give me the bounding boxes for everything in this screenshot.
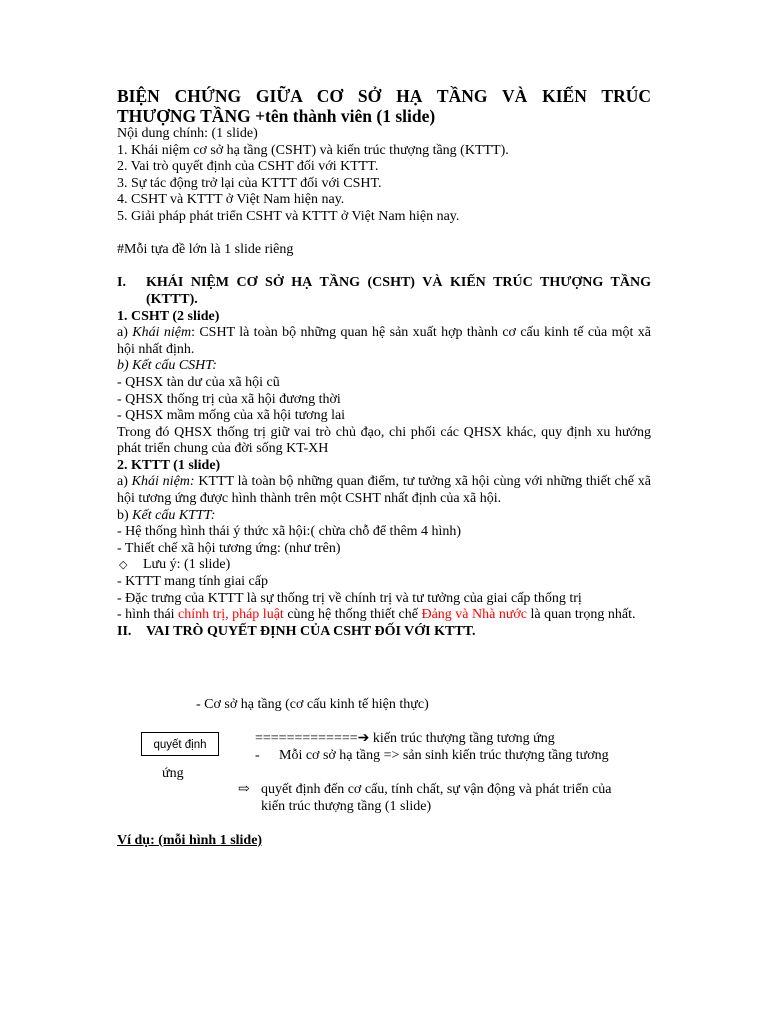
- note-item-last: - hình thái chính trị, pháp luật cùng hệ thống thiết chế Đảng và Nhà nước là quan trọng nhất.: [117, 607, 636, 623]
- csht-dash-item: - Cơ sở hạ tầng (cơ cấu kinh tế hiện thực): [196, 697, 429, 712]
- kttt-structure-label: b) Kết cấu KTTT:: [117, 507, 216, 523]
- section-2-heading: [117, 624, 651, 641]
- kttt-item: - Hệ thống hình thái ý thức xã hội:( chừa chỗ để thêm 4 hình): [117, 524, 462, 540]
- kttt-heading: 2. KTTT (1 slide): [117, 457, 221, 473]
- csht-note: Trong đó QHSX thống trị giữ vai trò chủ đạo, chi phối các QHSX khác, quy định xu hướng phát triển chung của đời sống KT-XH: [117, 424, 651, 457]
- csht-heading: 1. CSHT (2 slide): [117, 308, 220, 324]
- intro-heading: Nội dung chính: (1 slide): [117, 126, 258, 141]
- arrow-line: =============➔ kiến trúc thượng tầng tương ứng: [255, 731, 555, 746]
- note-bullet: [117, 557, 651, 574]
- note-item: - Đặc trưng của KTTT là sự thống trị về chính trị và tư tưởng của giai cấp thống trị: [117, 590, 582, 606]
- csht-item: - QHSX thống trị của xã hội đương thời: [117, 391, 341, 407]
- right-arrow-bullet-icon: ⇨: [238, 782, 250, 797]
- arrow-text-line-1: quyết định đến cơ cấu, tính chất, sự vận động và phát triển của: [261, 782, 612, 797]
- csht-definition: a) Khái niệm: CSHT là toàn bộ những quan hệ sản xuất hợp thành cơ cấu kinh tế của một xã hội nhất định.: [117, 325, 651, 357]
- intro-item: 3. Sự tác động trở lại của KTTT đối với CSHT.: [117, 175, 382, 191]
- section-2-title: VAI TRÒ QUYẾT ĐỊNH CỦA CSHT ĐỐI VỚI KTTT.: [146, 623, 476, 639]
- section-1-number: I.: [117, 275, 126, 291]
- kttt-definition: a) Khái niệm: KTTT là toàn bộ những quan điểm, tư tưởng xã hội cùng với những thiết chế xã hội tương ứng được hình thành trên một CSHT nhất định của xã hội.: [117, 474, 651, 507]
- quyet-dinh-box: quyết định: [141, 732, 219, 756]
- section-1-heading: [117, 275, 651, 308]
- document-title-line-1: BIỆN CHỨNG GIỮA CƠ SỞ HẠ TẦNG VÀ KIẾN TRÚC: [117, 86, 651, 106]
- diamond-bullet-icon: ◇: [119, 559, 128, 572]
- intro-note: #Mỗi tựa đề lớn là 1 slide riêng: [117, 242, 294, 258]
- note-item: - KTTT mang tính giai cấp: [117, 574, 268, 590]
- dash-text-continued: ứng: [162, 766, 184, 781]
- intro-item: 2. Vai trò quyết định của CSHT đối với KTTT.: [117, 159, 379, 175]
- section-2-number: II.: [117, 623, 132, 639]
- csht-structure-label: b) Kết cấu CSHT:: [117, 358, 217, 374]
- kttt-item: - Thiết chế xã hội tương ứng: (như trên): [117, 540, 341, 556]
- note-label: Lưu ý: (1 slide): [143, 557, 231, 573]
- intro-item: 5. Giải pháp phát triển CSHT và KTTT ở Việt Nam hiện nay.: [117, 208, 460, 224]
- csht-item: - QHSX tàn dư của xã hội cũ: [117, 374, 280, 390]
- dash-marker: -: [255, 748, 260, 763]
- intro-item: 1. Khái niệm cơ sở hạ tầng (CSHT) và kiến trúc thượng tầng (KTTT).: [117, 142, 509, 158]
- arrow-text-line-2: kiến trúc thượng tầng (1 slide): [261, 799, 432, 814]
- intro-item: 4. CSHT và KTTT ở Việt Nam hiện nay.: [117, 192, 345, 208]
- csht-item: - QHSX mầm mống của xã hội tương lai: [117, 408, 346, 424]
- section-1-title: KHÁI NIỆM CƠ SỞ HẠ TẦNG (CSHT) VÀ KIẾN TRÚC THƯỢNG TẦNG (KTTT).: [146, 275, 651, 307]
- dash-text: Mỗi cơ sở hạ tầng => sản sinh kiến trúc thượng tầng tương: [279, 748, 609, 763]
- document-body: [117, 86, 651, 640]
- document-title-line-2: THƯỢNG TẦNG +tên thành viên (1 slide): [117, 106, 436, 126]
- example-heading: Ví dụ: (mỗi hình 1 slide): [117, 833, 263, 848]
